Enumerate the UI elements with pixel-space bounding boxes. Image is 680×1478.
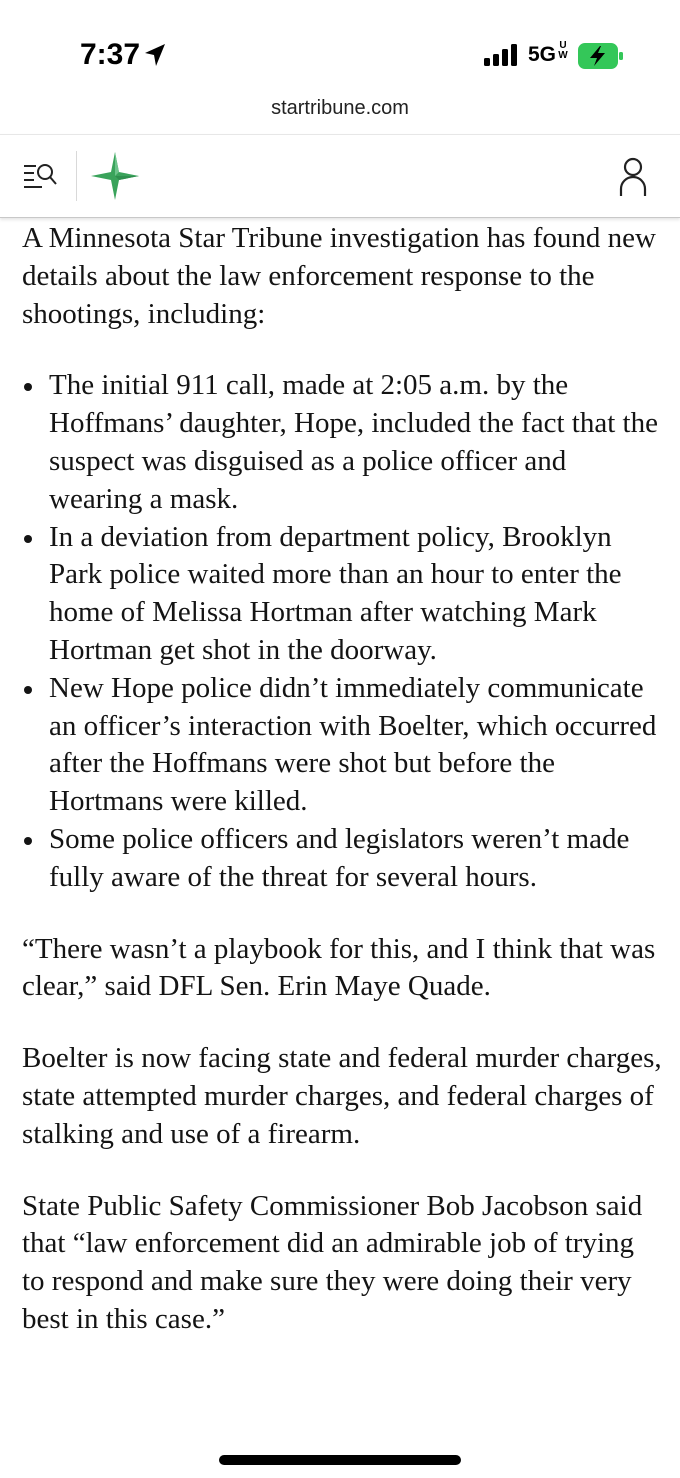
cellular-signal-icon: [484, 44, 520, 66]
battery-charging-icon: [578, 43, 624, 69]
site-header: [0, 134, 680, 218]
star-logo-icon[interactable]: [90, 151, 140, 201]
header-divider: [76, 151, 77, 201]
status-time: 7:37: [80, 38, 141, 71]
quote-paragraph: “There wasn’t a playbook for this, and I think that was clear,” said DFL Sen. Erin Maye Quade.: [22, 932, 656, 1003]
status-bar: [0, 0, 680, 90]
findings-list: [22, 367, 662, 896]
finding-item: The initial 911 call, made at 2:05 a.m. by the Hoffmans’ daughter, Hope, included the fact that the suspect was disguised as a police officer and wearing a mask.: [22, 367, 662, 518]
menu-search-icon[interactable]: [22, 161, 62, 193]
finding-item: In a deviation from department policy, Brooklyn Park police waited more than an hour to enter the home of Melissa Hortman after watching Mark Hortman get shot in the doorway.: [22, 519, 662, 670]
article-intro: A Minnesota Star Tribune investigation has found new details about the law enforcement response to the shootings, including:: [22, 222, 656, 330]
account-icon[interactable]: [616, 157, 650, 197]
article-body: [22, 220, 662, 1339]
address-url: startribune.com: [271, 97, 409, 119]
finding-item: New Hope police didn’t immediately communicate an officer’s interaction with Boelter, which occurred after the Hoffmans were shot but before the Hortmans were killed.: [22, 670, 662, 821]
browser-address-bar[interactable]: [0, 92, 680, 124]
network-type-label: 5G UW: [528, 40, 568, 66]
home-indicator[interactable]: [219, 1455, 461, 1465]
charges-paragraph: Boelter is now facing state and federal murder charges, state attempted murder charges, and federal charges of stalking and use of a firearm.: [22, 1042, 662, 1150]
finding-item: Some police officers and legislators weren’t made fully aware of the threat for several hours.: [22, 821, 662, 897]
location-arrow-icon: [143, 42, 167, 68]
commissioner-paragraph: State Public Safety Commissioner Bob Jacobson said that “law enforcement did an admirable job of trying to respond and make sure they were doing their very best in this case.”: [22, 1189, 643, 1335]
